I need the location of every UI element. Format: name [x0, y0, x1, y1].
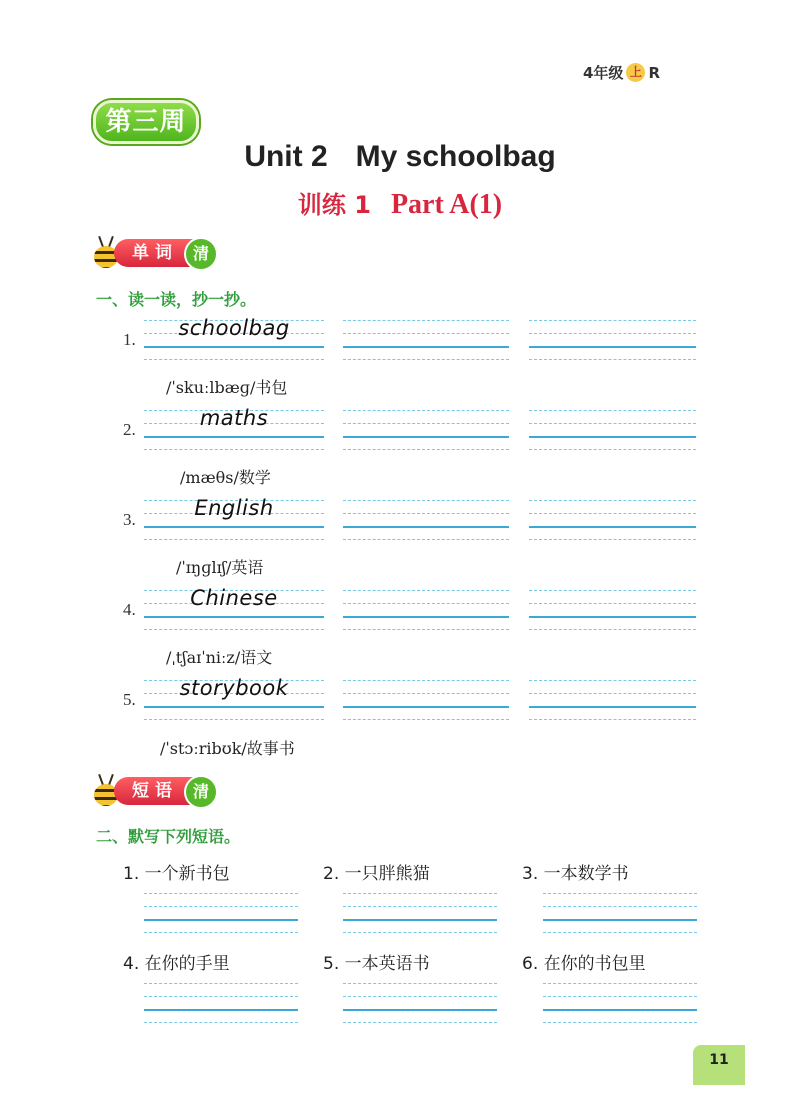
copy-box[interactable]	[343, 500, 509, 540]
words-badge-label: 单词	[132, 243, 178, 263]
training-en: Part A(1)	[390, 189, 503, 220]
answer-box[interactable]	[144, 983, 298, 1023]
item-number: 3.	[123, 510, 136, 529]
copy-box[interactable]	[529, 590, 696, 630]
phrase-prompt: 3. 一本数学书	[522, 864, 629, 884]
item-number: 1.	[123, 330, 136, 349]
phrases-badge-label: 短语	[132, 781, 178, 801]
model-word-box	[144, 586, 324, 630]
unit-title	[0, 140, 800, 174]
phrase-prompt: 6. 在你的书包里	[522, 954, 646, 974]
phrase-prompt: 5. 一本英语书	[323, 954, 430, 974]
model-word: Chinese	[190, 586, 278, 610]
model-word-box	[144, 496, 324, 540]
copy-box[interactable]	[529, 680, 696, 720]
answer-box[interactable]	[543, 893, 697, 933]
grade-suffix: R	[648, 63, 660, 82]
copy-box[interactable]	[343, 590, 509, 630]
unit-number: Unit 2	[244, 140, 328, 173]
phonetic: /ˈskuːlbæɡ/书包	[166, 378, 288, 397]
phonetic: /mæθs/数学	[180, 468, 271, 487]
copy-box[interactable]	[529, 320, 696, 360]
copy-box[interactable]	[529, 500, 696, 540]
answer-box[interactable]	[144, 893, 298, 933]
answer-box[interactable]	[343, 983, 497, 1023]
unit-name: My schoolbag	[355, 140, 556, 173]
model-word: maths	[199, 406, 269, 430]
question-1-heading: 一、读一读，抄一抄。	[96, 290, 257, 309]
grade-prefix: 4年级	[583, 64, 624, 82]
phrases-badge-pill	[114, 777, 212, 805]
copy-box[interactable]	[343, 410, 509, 450]
grade-label	[583, 62, 660, 83]
model-word: storybook	[179, 676, 289, 700]
phonetic: /ˌtʃaɪˈniːz/语文	[166, 648, 273, 667]
qing-mark: 清	[184, 237, 218, 271]
phonetic: /ˈstɔːribʊk/故事书	[160, 739, 295, 758]
page-number: 11	[693, 1045, 745, 1085]
week-badge: 第三周	[93, 100, 199, 144]
phonetic: /ˈɪŋɡlɪʃ/英语	[176, 558, 264, 577]
model-word-box	[144, 676, 324, 720]
item-number: 4.	[123, 600, 136, 619]
model-word-box	[144, 406, 324, 450]
answer-box[interactable]	[543, 983, 697, 1023]
words-badge-pill	[114, 239, 212, 267]
model-word: English	[194, 496, 274, 520]
item-number: 2.	[123, 420, 136, 439]
copy-box[interactable]	[529, 410, 696, 450]
model-word-box	[144, 316, 324, 360]
words-section-badge	[92, 234, 212, 272]
question-2-heading: 二、默写下列短语。	[96, 827, 241, 846]
phrases-section-badge	[92, 772, 212, 810]
phrase-prompt: 1. 一个新书包	[123, 864, 230, 884]
item-number: 5.	[123, 690, 136, 709]
phrase-prompt: 4. 在你的手里	[123, 954, 230, 974]
qing-mark: 清	[184, 775, 218, 809]
term-badge: 上	[626, 63, 645, 82]
phrase-prompt: 2. 一只胖熊猫	[323, 864, 430, 884]
training-title	[0, 185, 800, 221]
model-word: schoolbag	[178, 316, 290, 340]
answer-box[interactable]	[343, 893, 497, 933]
copy-box[interactable]	[343, 680, 509, 720]
training-cn: 训练 1	[297, 191, 371, 219]
copy-box[interactable]	[343, 320, 509, 360]
